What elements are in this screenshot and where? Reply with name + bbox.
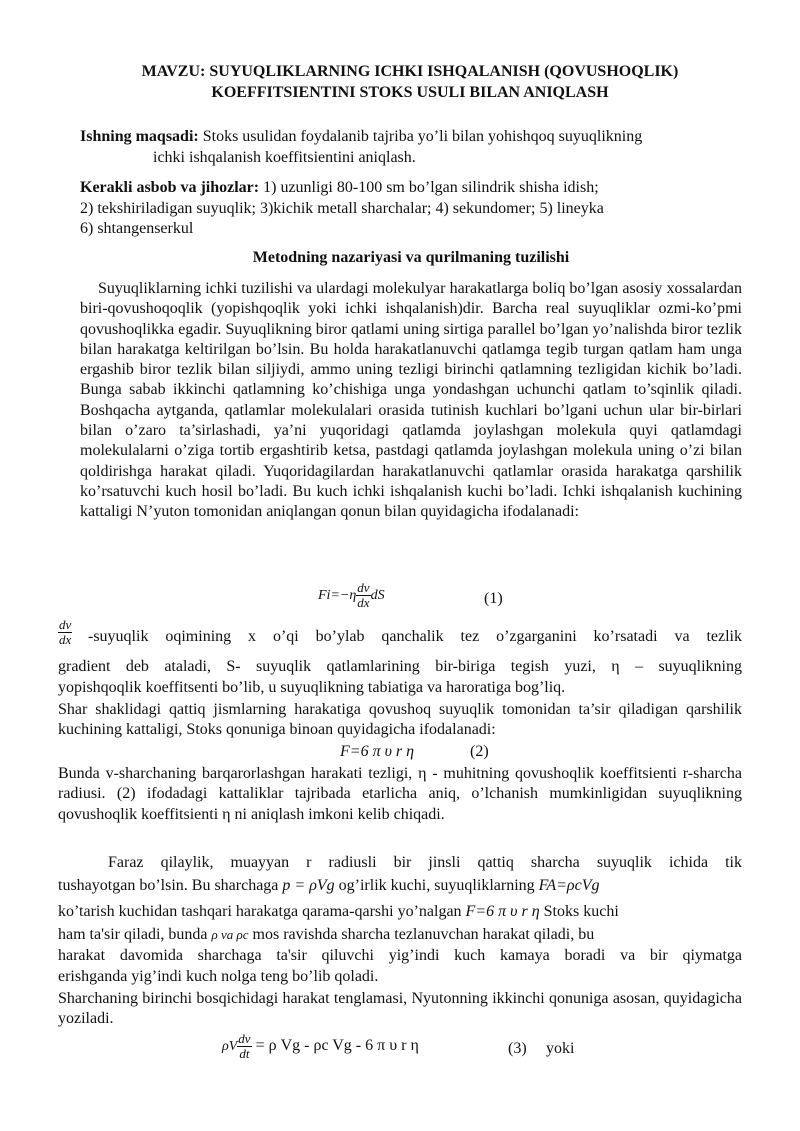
paragraph-5-line-2b: og’irlik kuchi, suyuqliklarning xyxy=(334,877,539,894)
formula-3-fraction xyxy=(237,1032,251,1061)
paragraph-5-line-3 xyxy=(58,902,720,922)
paragraph-5-line-2a: tushayotgan bo’lsin. Bu sharchaga xyxy=(58,877,283,894)
density-symbols: ρ va ρc xyxy=(211,927,249,942)
formula-3-tail: yoki xyxy=(546,1040,575,1057)
paragraph-6: Sharchaning birinchi bosqichidagi harakat tenglamasi, Nyutonning ikkinchi qonuniga asosan, quyidagicha yoziladi. xyxy=(58,990,742,1028)
formula-1-label: (1) xyxy=(484,590,503,607)
equip-line-1 xyxy=(80,178,742,198)
stokes-force-expression: F=6 π υ r η xyxy=(465,903,540,920)
equip-text-1: 1) uzunligi 80-100 sm bo’lgan silindrik shisha idish; xyxy=(259,179,599,196)
formula-3-lhs: ρV xyxy=(222,1039,238,1055)
equip-text-3: 6) shtangenserkul xyxy=(80,220,194,237)
aim-text-2: ichki ishqalanish koeffitsientini aniqlash. xyxy=(153,149,416,166)
aim-line-1 xyxy=(80,127,742,147)
formula-3-label: (3) xyxy=(508,1040,527,1057)
paragraph-5-line-3b: Stoks kuchi xyxy=(539,903,619,920)
formula-2-label: (2) xyxy=(470,743,489,760)
weight-force-expression: p = ρVg xyxy=(282,877,335,894)
formula-3-denominator: dt xyxy=(239,1046,250,1061)
paragraph-5-line-4 xyxy=(58,925,720,945)
formula-3 xyxy=(222,1032,419,1061)
paragraph-5-line-2 xyxy=(58,876,720,896)
aim-text-1: Stoks usulidan foydalanib tajriba yo’li bilan yohishqoq suyuqlikning xyxy=(198,128,643,145)
aim-label: Ishning maqsadi: xyxy=(80,128,199,145)
paragraph-3: Shar shaklidagi qattiq jismlarning harakatiga qovushoq suyuqlik tomonidan ta’sir qiladigan qarshilik kuchining kattaligi, Stoks qonuniga binoan quyidagicha ifodalanadi: xyxy=(58,701,742,739)
gradient-denominator: dx xyxy=(59,632,72,647)
paragraph-5-line-4a: ham ta'sir qiladi, bunda xyxy=(58,926,212,943)
section-title: Metodning nazariyasi va qurilmaning tuzilishi xyxy=(252,249,570,266)
formula-1-rhs: dS xyxy=(370,588,385,604)
formula-2: F=6 π υ r η xyxy=(340,743,415,760)
paragraph-5-line-5: harakat davomida sharchaga ta'sir qiluvchi yig’indi kuch kamaya boradi va bir qiymatga xyxy=(58,947,742,964)
formula-1-lhs: Fi=−η xyxy=(318,588,357,604)
paragraph-5-line-6: erishganda yig’indi kuch nolga teng bo’lib qoladi. xyxy=(58,968,379,985)
equip-text-2: 2) tekshiriladigan suyuqlik; 3)kichik metall sharchalar; 4) sekundomer; 5) lineyka xyxy=(80,200,604,217)
paragraph-1: Suyuqliklarning ichki tuzilishi va ulardagi molekulyar harakatlarga boliq bo’lgan asosiy xossalardan biri-qovushoqoqlik (yopishqoqlik yoki ichki ishqalanish)dir. Barcha real suyuqliklar ozmi-ko’pmi qovushoqlikka egadir. Suyuqlikning biror qatlami uning sirtiga parallel bo’lgan yo’nalishda biror tezlik bilan harakatga keltirilgan bo’lsin. Bu holda harakatlanuvchi qatlamga tegib turgan qatlam ham unga ergashib biror tezlik bilan siljiydi, ammo uning tezligi birinchi qatlamning tezligidan kichik bo’ladi. Bunga sabab ikkinchi qatlamning ko’chishiga unga yondashgan uchunchi qatlam to’sqinlik qiladi. Boshqacha aytganda, qatlamlar molekulalari orasida tutinish kuchlari bo’lgani uchun ular bir-birlari bilan o’zaro ta’sirlashadi, ya’ni yuqoridagi qatlamda joylashgan molekula quyi qatlamdagi molekulalarni o’ziga tortib ergashtirib ketsa, pastdagi qatlamda joylashgan molekula uning o’zi bilan qoldirishga harakat qiladi. Yuqoridagilardan harakatlanuvchi qatlamlar orasida harakatga qarshilik ko’rsatuvchi kuch hosil bo’ladi. Bu kuch ichki ishqalanish kuchi bo’ladi. Ichki ishqalanish kuchining kattaligi N’yuton tomonidan aniqlangan qonun bilan quyidagicha ifodalanadi: xyxy=(80,280,742,521)
formula-1-denominator: dx xyxy=(357,595,370,610)
gradient-numerator: dv xyxy=(59,617,72,632)
paragraph-4: Bunda v-sharchaning barqarorlashgan harakati tezligi, η - muhitning qovushoqlik koeffitsienti r-sharcha radiusi. (2) ifodadagi kattaliklar tajribada etarlicha aniq, o’lchanish mumkinligidan suyuqlikning qovushoqlik koeffitsienti η ni aniqlash imkoni kelib chiqadi. xyxy=(58,765,742,823)
formula-1-numerator: dv xyxy=(357,580,370,595)
gradient-fraction xyxy=(58,618,72,647)
formula-3-numerator: dv xyxy=(238,1031,251,1046)
formula-1-fraction xyxy=(356,581,370,610)
paragraph-2-line-3: yopishqoqlik koeffitsenti bo’lib, u suyuqlikning tabiatiga va haroratiga bog’liq. xyxy=(58,679,566,696)
paragraph-5-line-1: Faraz qilaylik, muayyan r radiusli bir jinsli qattiq sharcha suyuqlik ichida tik xyxy=(108,854,742,871)
paragraph-5-line-4b: mos ravishda sharcha tezlanuvchan harakat qiladi, bu xyxy=(248,926,595,943)
formula-1 xyxy=(318,581,385,610)
buoyancy-expression: FA=ρcVg xyxy=(538,877,600,894)
paragraph-2-line-1: -suyuqlik oqimining x o’qi bo’ylab qanchalik tez o’zgarganini ko’rsatadi va tezlik xyxy=(88,628,742,645)
paragraph-5-line-3a: ko’tarish kuchidan tashqari harakatga qarama-qarshi yo’nalgan xyxy=(58,903,466,920)
title-line-2: KOEFFITSIENTINI STOKS USULI BILAN ANIQLASH xyxy=(211,84,609,101)
title-line-1: MAVZU: SUYUQLIKLARNING ICHKI ISHQALANISH (QOVUSHOQLIK) xyxy=(141,63,679,80)
equip-label: Kerakli asbob va jihozlar: xyxy=(80,179,260,196)
formula-3-rhs: = ρ Vg - ρc Vg - 6 π υ r η xyxy=(251,1037,419,1055)
paragraph-2-line-2: gradient deb ataladi, S- suyuqlik qatlamlarining bir-biriga tegish yuzi, η – suyuqlikning xyxy=(58,658,742,675)
